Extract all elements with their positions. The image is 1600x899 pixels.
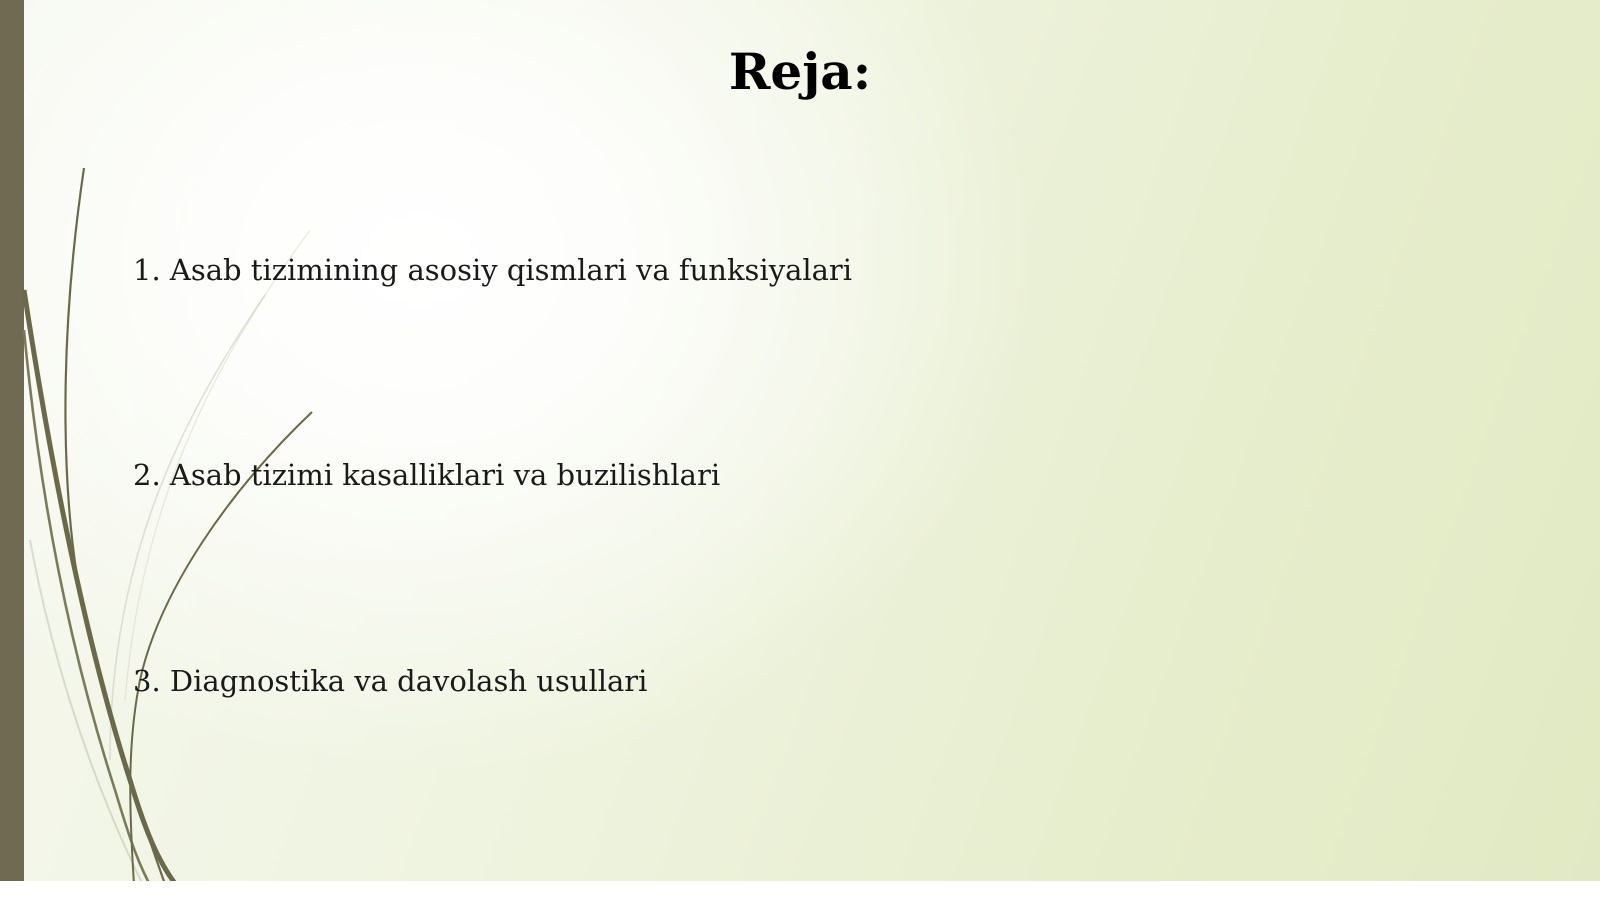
plan-item-2: 2. Asab tizimi kasalliklari va buzilishlari [133, 458, 721, 492]
bottom-edge-strip [0, 881, 1600, 899]
slide-title: Reja: [728, 42, 872, 101]
plan-item-3: 3. Diagnostika va davolash usullari [133, 664, 648, 698]
grass-stems-decoration [0, 0, 400, 899]
plan-item-1: 1. Asab tizimining asosiy qismlari va funksiyalari [133, 253, 853, 287]
